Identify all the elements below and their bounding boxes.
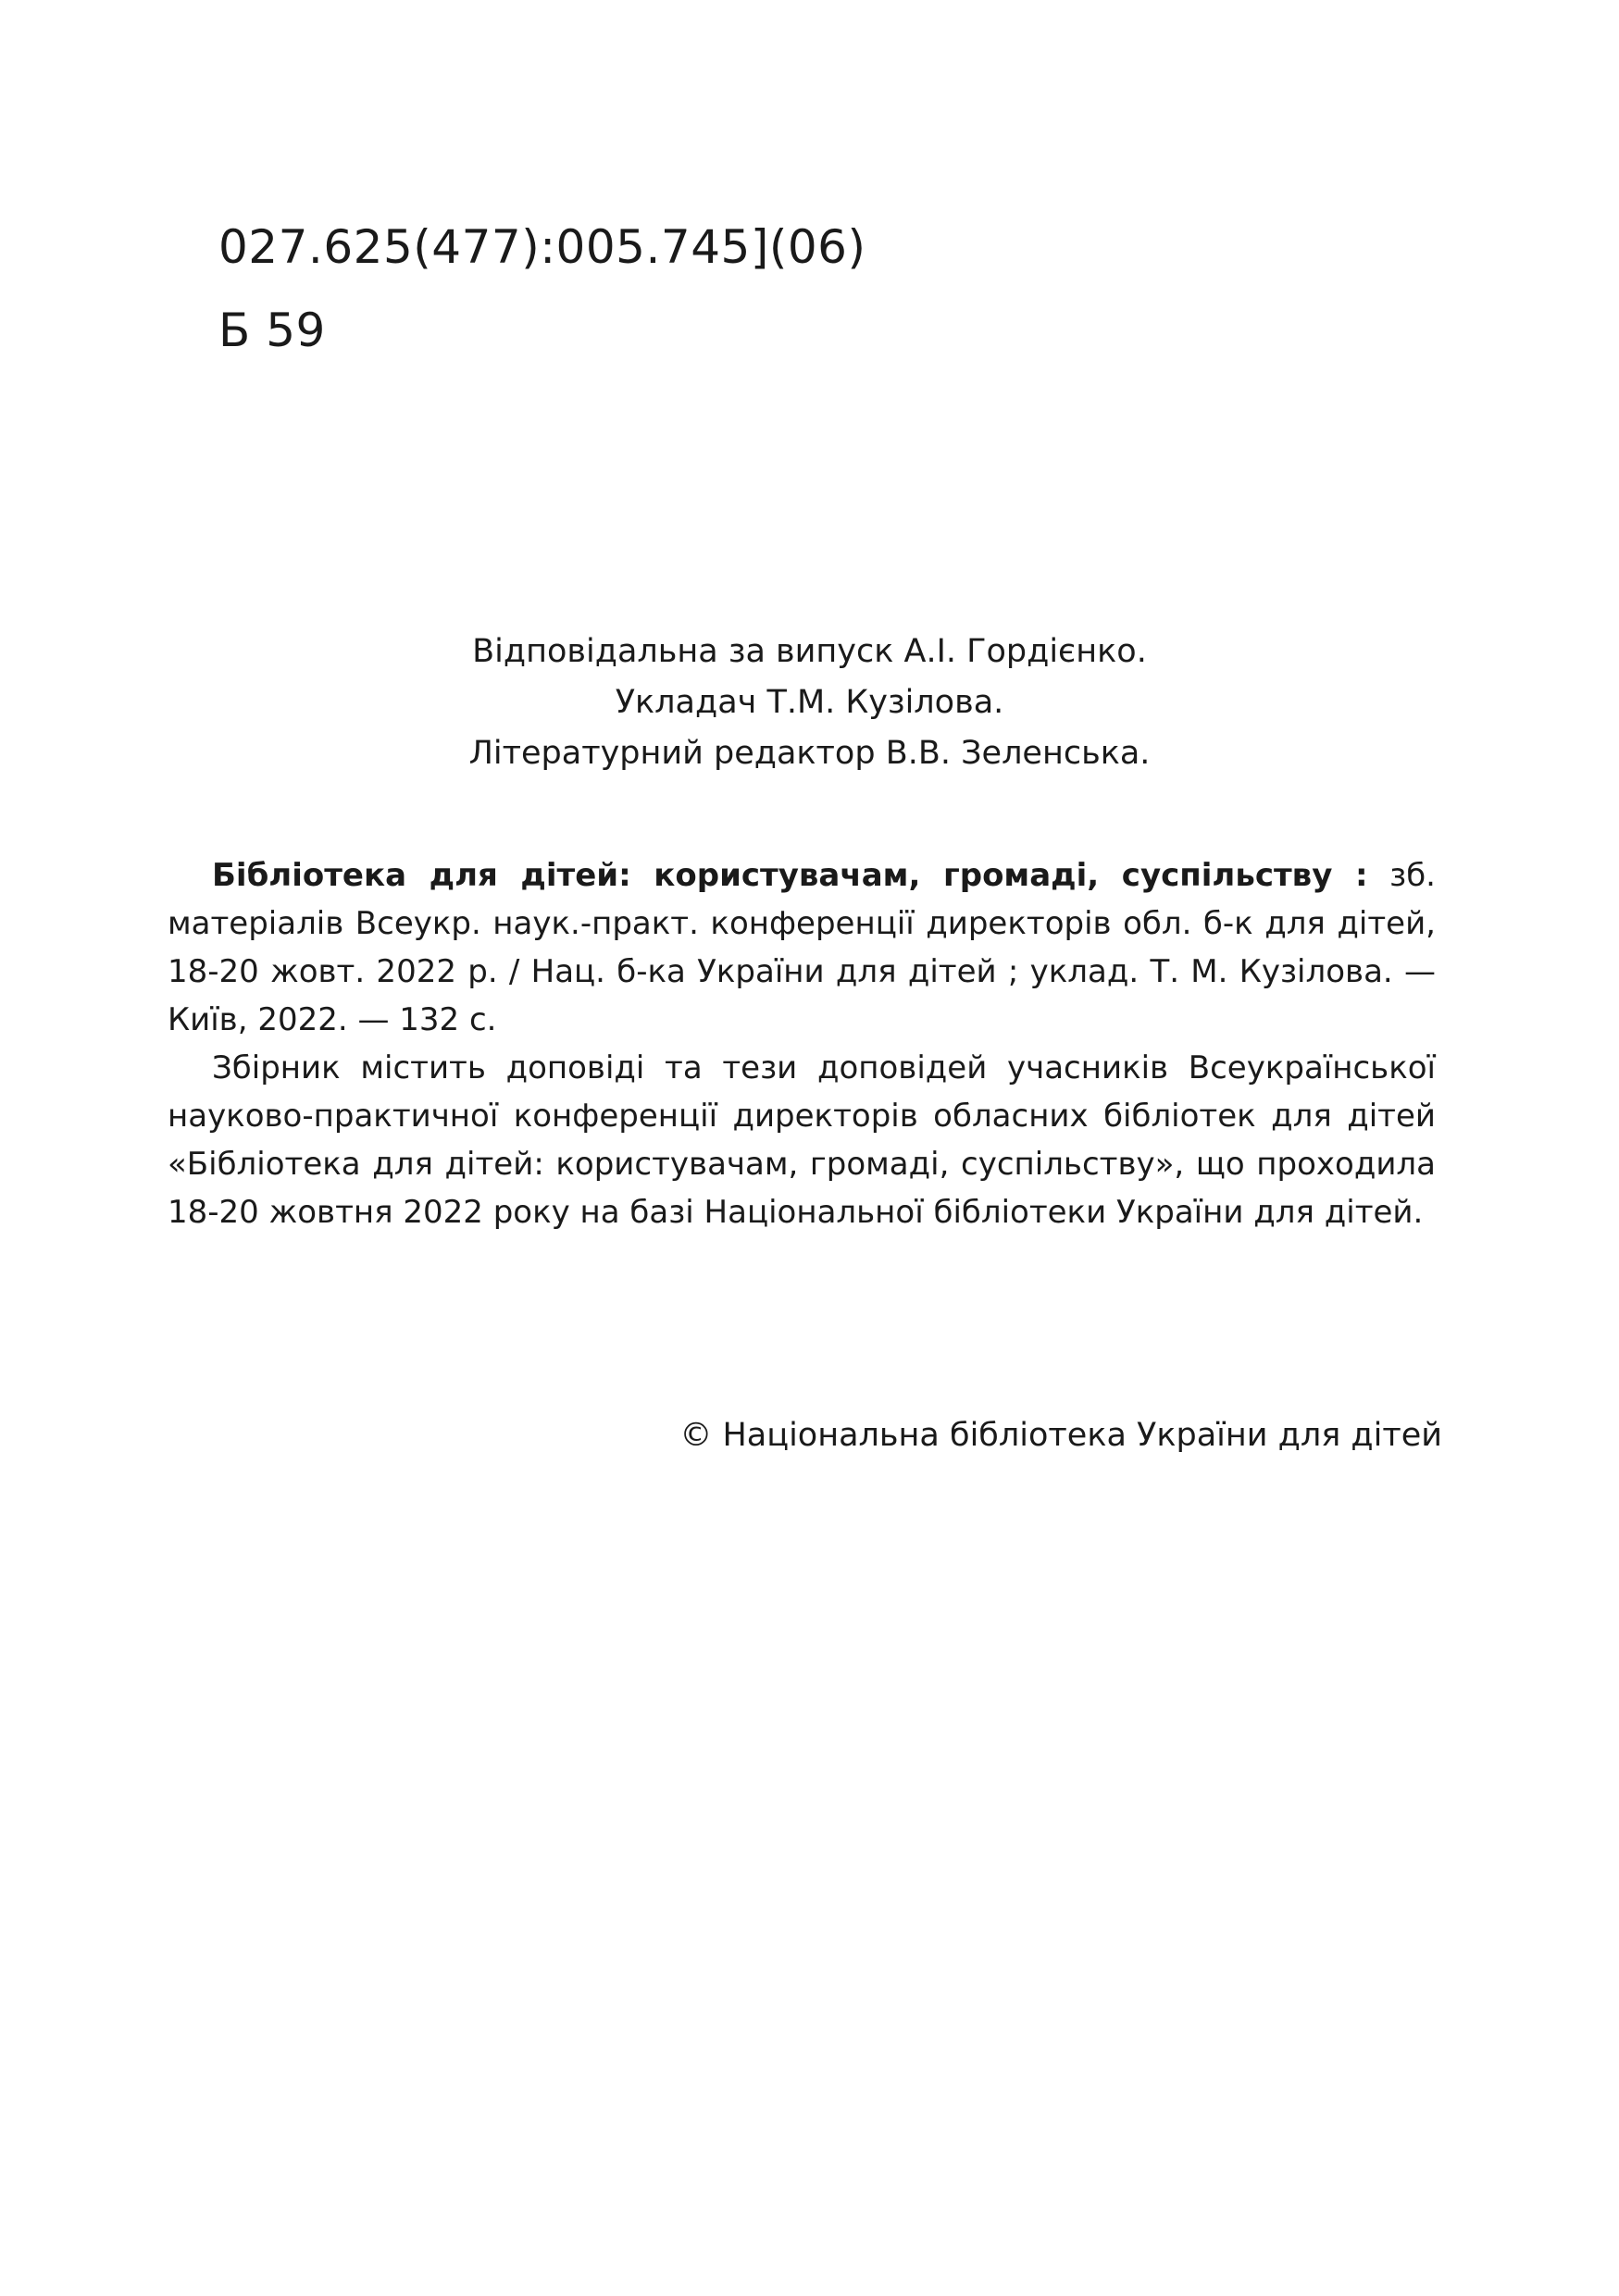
udc-index: 027.625(477):005.745](06) bbox=[218, 220, 866, 274]
abstract-block bbox=[168, 851, 1436, 1236]
credits-block bbox=[0, 627, 1619, 779]
bibliographic-record bbox=[168, 851, 1436, 1044]
responsible-editor: Відповідальна за випуск А.І. Гордієнко. bbox=[472, 633, 1147, 670]
udc-block bbox=[218, 205, 866, 372]
literary-editor: Літературний редактор В.В. Зеленська. bbox=[468, 735, 1151, 772]
compiler: Укладач Т.М. Кузілова. bbox=[615, 684, 1004, 721]
author-mark: Б 59 bbox=[218, 304, 326, 357]
annotation: Збірник містить доповіді та тези доповідей учасників Всеукраїнської науково-практичної конференції директорів обласних бібліотек для дітей «Бібліотека для дітей: користувачам, громаді, суспільству», що проходила 18-20 жовтня 2022 року на базі Національної бібліотеки України для дітей. bbox=[168, 1049, 1436, 1231]
publication-description: зб. матеріалів Всеукр. наук.-практ. конференції директорів обл. б-к для дітей, 18-20 жовт. 2022 р. / Нац. б-ка України для дітей ; уклад. Т. М. Кузілова. — Київ, 2022. — 132 с. bbox=[168, 857, 1436, 1038]
copyright-notice: © Національна бібліотека України для дітей bbox=[679, 1417, 1442, 1454]
publication-title: Бібліотека для дітей: користувачам, громаді, суспільству : bbox=[212, 857, 1368, 894]
